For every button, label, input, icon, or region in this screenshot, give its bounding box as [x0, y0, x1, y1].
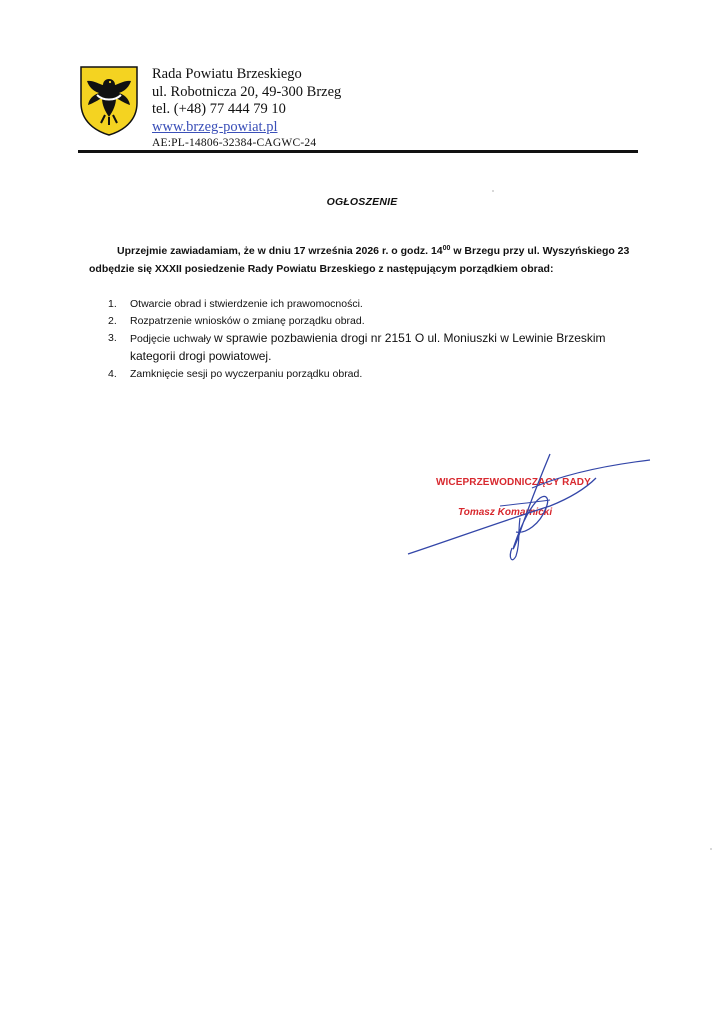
ae-code: AE:PL-14806-32384-CAGWC-24	[152, 137, 317, 149]
agenda-list	[108, 296, 648, 383]
signatory-name: Tomasz Komarnicki	[458, 507, 553, 518]
intro-text-a: Uprzejmie zawiadamiam, że w dniu 17 września 2026 r. o godz. 14	[117, 245, 443, 257]
header-divider	[78, 150, 638, 153]
agenda-number: 2.	[108, 315, 117, 327]
org-name: Rada Powiatu Brzeskiego	[152, 66, 302, 82]
agenda-item	[108, 296, 648, 313]
handwritten-signature	[400, 448, 660, 568]
agenda-item	[108, 313, 648, 330]
agenda-number: 1.	[108, 298, 117, 310]
org-address: ul. Robotnicza 20, 49-300 Brzeg	[152, 83, 342, 100]
intro-line-2: odbędzie się XXXII posiedzenie Rady Powiatu Brzeskiego z następującym porządkiem obrad:	[89, 263, 554, 275]
agenda-number: 3.	[108, 332, 117, 344]
agenda-item	[108, 330, 648, 366]
notice-title: OGŁOSZENIE	[326, 196, 398, 208]
agenda-text: Rozpatrzenie wniosków o zmianę porządku obrad.	[130, 315, 365, 327]
agenda-text: Zamknięcie sesji po wyczerpaniu porządku obrad.	[130, 368, 363, 380]
notice-intro	[89, 240, 649, 278]
letterhead	[152, 66, 341, 151]
agenda-text: Podjęcie uchwały	[130, 333, 215, 345]
agenda-number: 4.	[108, 368, 117, 380]
signatory-title: WICEPRZEWODNICZĄCY RADY	[436, 477, 591, 488]
scan-speck	[492, 190, 494, 192]
scan-speck	[710, 848, 712, 850]
website-link[interactable]: www.brzeg-powiat.pl	[152, 118, 278, 135]
intro-line-1	[89, 240, 649, 260]
agenda-item	[108, 366, 648, 383]
org-phone: tel. (+48) 77 444 79 10	[152, 101, 286, 117]
time-minutes-superscript: 00	[442, 245, 451, 252]
intro-text-b: w Brzegu przy ul. Wyszyńskiego 23	[450, 245, 630, 257]
agenda-text-continued: w sprawie pozbawienia drogi nr 2151 O ul. Moniuszki w Lewinie Brzeskim kategorii drogi powiatowej.	[130, 331, 606, 363]
agenda-text: Otwarcie obrad i stwierdzenie ich prawomocności.	[130, 298, 363, 310]
coat-of-arms-icon	[79, 65, 139, 137]
